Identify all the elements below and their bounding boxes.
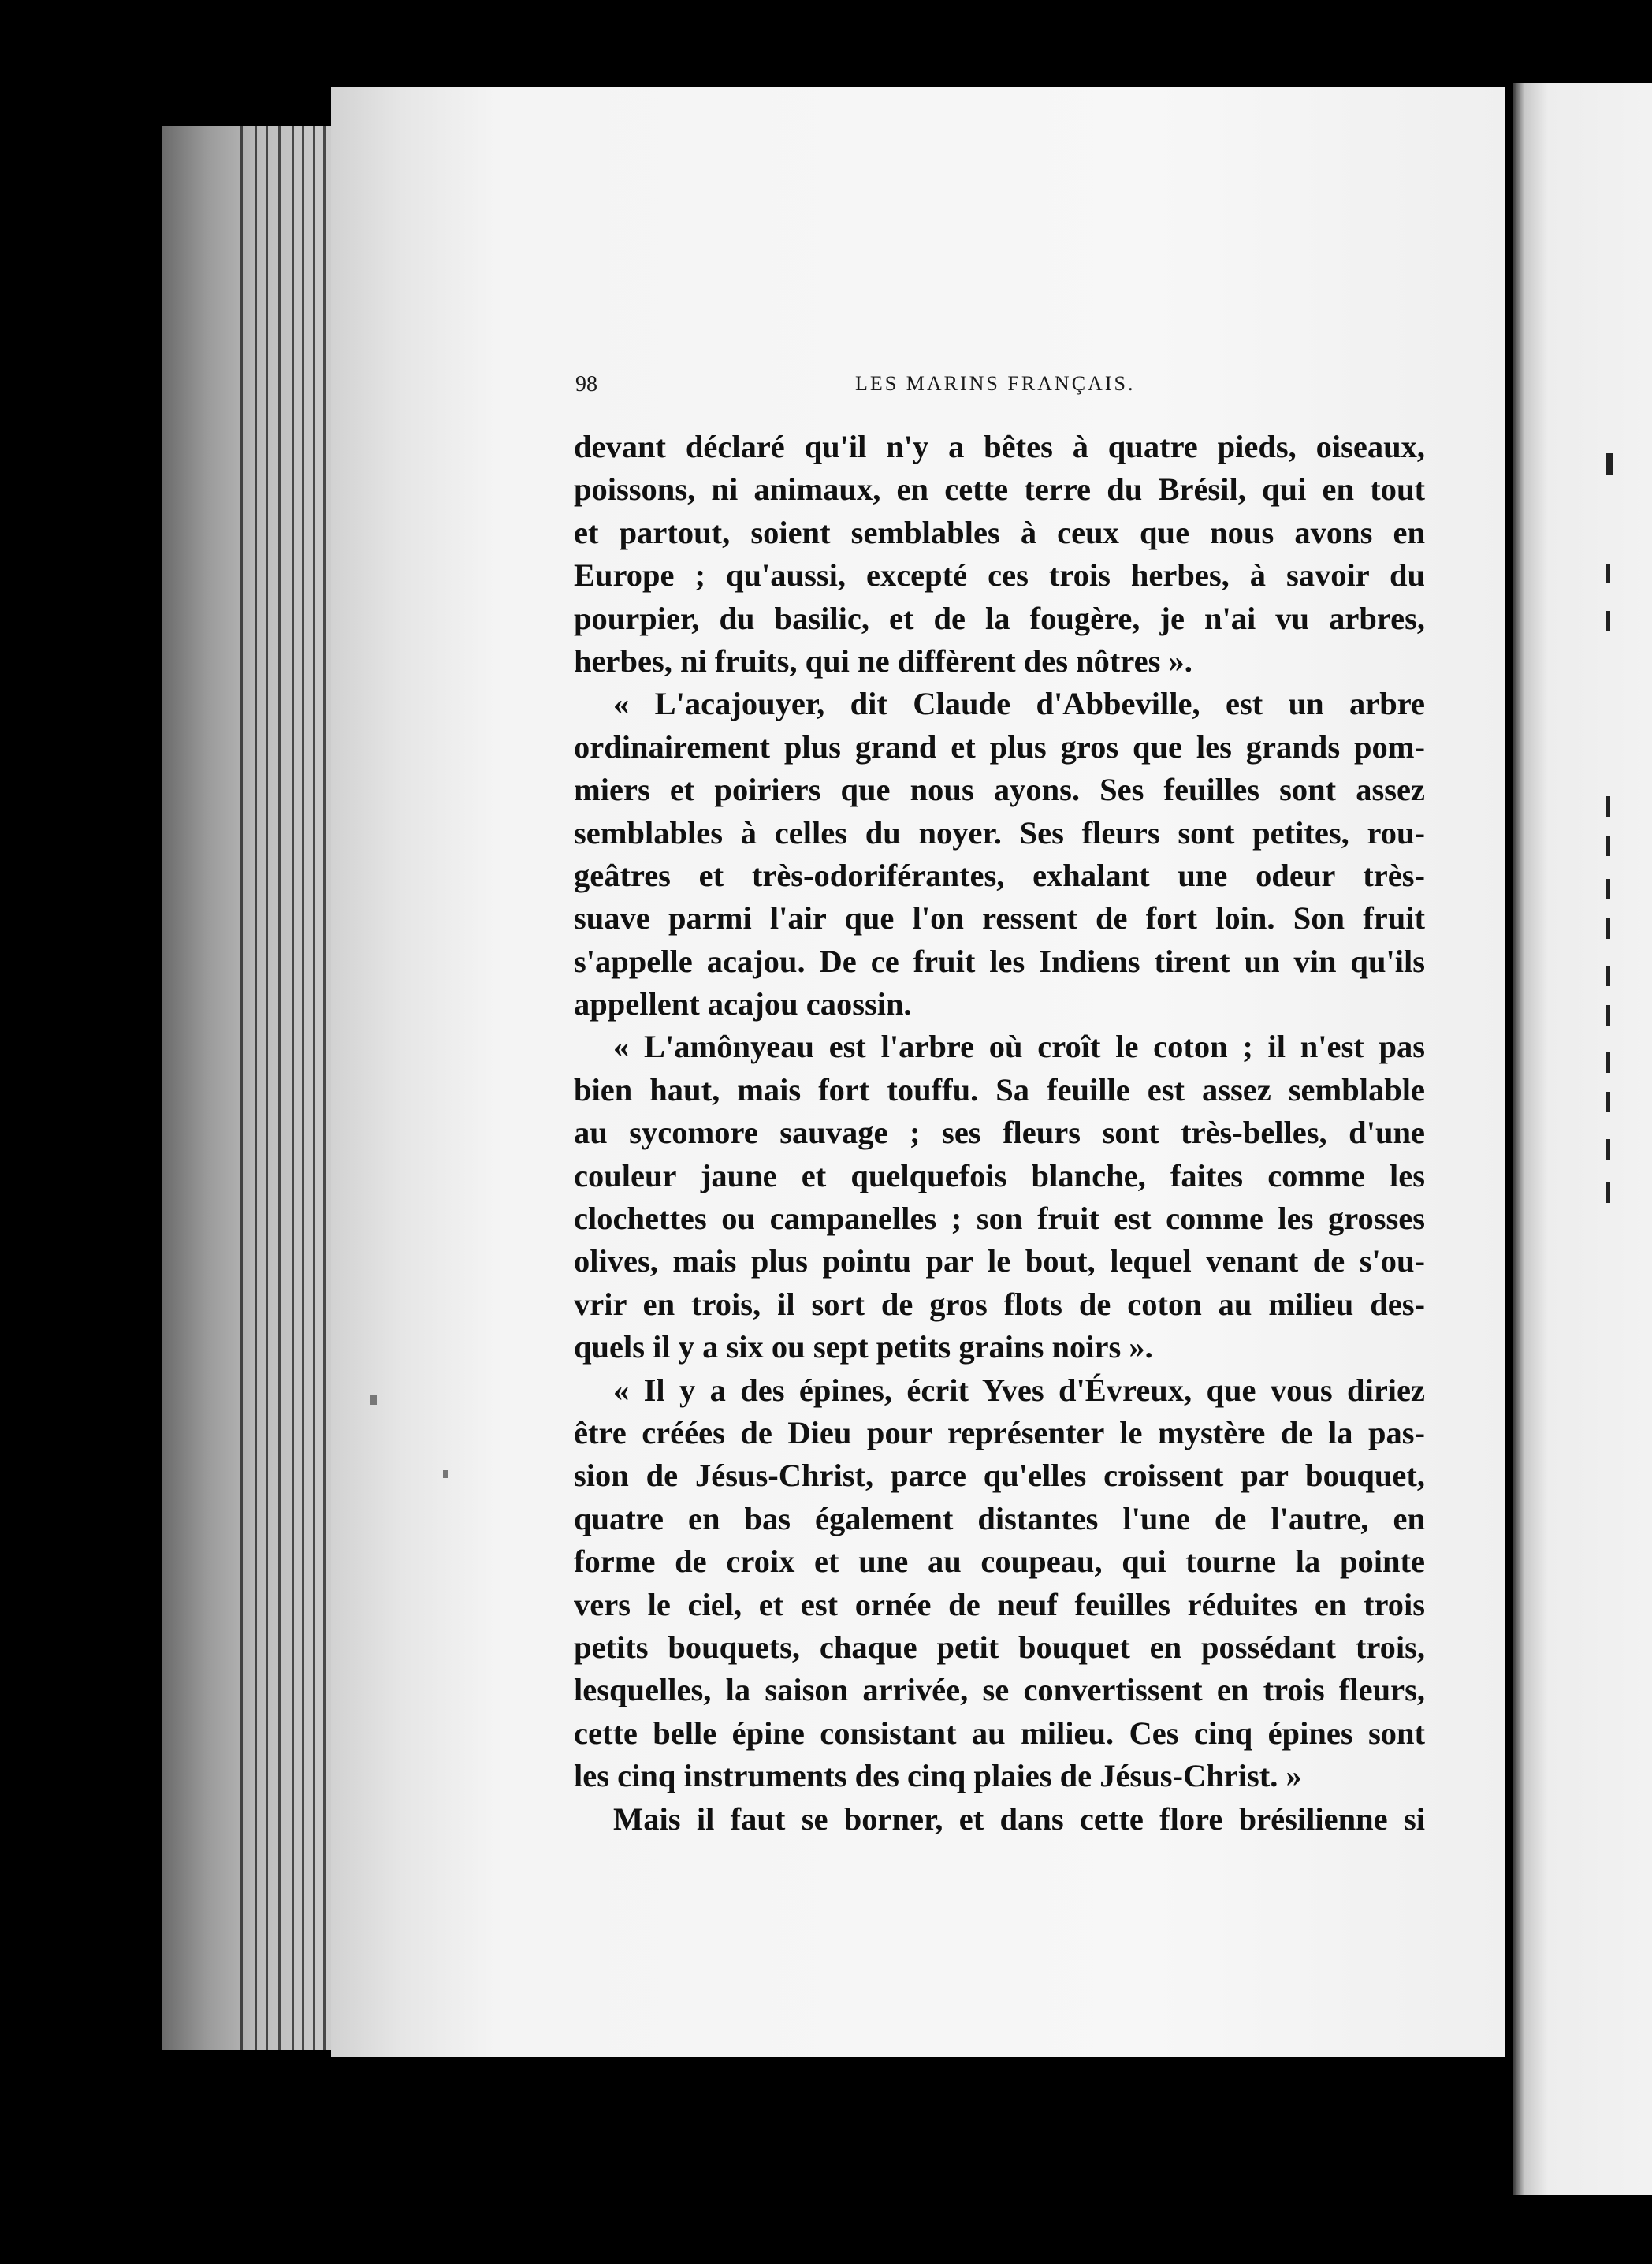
text-line: devant déclaré qu'il n'y a bêtes à quatre pieds, oiseaux, <box>574 429 1425 464</box>
text-line: s'appelle acajou. De ce fruit les Indiens tirent un vin qu'ils <box>574 943 1425 979</box>
text-line: olives, mais plus pointu par le bout, lequel venant de s'ou- <box>574 1243 1425 1279</box>
text-line: quatre en bas également distantes l'une de l'autre, en <box>574 1500 1425 1536</box>
text-line: sion de Jésus-Christ, parce qu'elles croissent par bouquet, <box>574 1458 1425 1494</box>
facing-text-fragment <box>1606 918 1610 939</box>
text-line: petits bouquets, chaque petit bouquet en possédant trois, <box>574 1629 1425 1665</box>
facing-text-fragment <box>1606 966 1610 986</box>
facing-text-fragment <box>1606 796 1610 817</box>
scan-speck <box>443 1470 448 1478</box>
facing-text-fragment <box>1606 611 1610 631</box>
facing-text-fragment <box>1606 453 1613 475</box>
left-page-edges <box>162 126 343 2050</box>
page-edge-line <box>266 126 268 2050</box>
text-line: clochettes ou campanelles ; son fruit est comme les grosses <box>574 1201 1425 1237</box>
body-text <box>574 426 1425 1841</box>
facing-text-fragment <box>1606 564 1610 583</box>
page-edge-line <box>302 126 304 2050</box>
text-line: quels il y a six ou sept petits grains noirs ». <box>574 1329 1153 1365</box>
page-edge-line <box>278 126 281 2050</box>
text-line: au sycomore sauvage ; ses fleurs sont très-belles, d'une <box>574 1115 1425 1151</box>
text-line: lesquelles, la saison arrivée, se convertissent en trois fleurs, <box>574 1672 1425 1708</box>
page-edge-line <box>292 126 294 2050</box>
running-head-title: LES MARINS FRANÇAIS. <box>855 372 1136 395</box>
text-line: ordinairement plus grand et plus gros que les grands pom- <box>574 728 1425 765</box>
text-line: vrir en trois, il sort de gros flots de coton au milieu des- <box>574 1286 1425 1322</box>
text-line: suave parmi l'air que l'on ressent de fort loin. Son fruit <box>574 900 1425 937</box>
facing-text-fragment <box>1606 1139 1610 1160</box>
page-edge-line <box>240 126 243 2050</box>
text-line: couleur jaune et quelquefois blanche, faites comme les <box>574 1157 1425 1193</box>
facing-text-fragment <box>1606 836 1610 856</box>
page-edge-line <box>255 126 257 2050</box>
text-line: « L'acajouyer, dit Claude d'Abbeville, est un arbre <box>613 686 1425 722</box>
text-line: forme de croix et une au coupeau, qui tourne la pointe <box>574 1543 1425 1580</box>
scan-speck <box>370 1395 377 1405</box>
text-line: pourpier, du basilic, et de la fougère, je n'ai vu arbres, <box>574 600 1425 636</box>
text-line: miers et poiriers que nous ayons. Ses feuilles sont assez <box>574 772 1425 808</box>
text-line: herbes, ni fruits, qui ne diffèrent des nôtres ». <box>574 642 1192 679</box>
facing-text-fragment <box>1606 1092 1610 1112</box>
facing-text-fragment <box>1606 1052 1610 1073</box>
text-line: et partout, soient semblables à ceux que nous avons en <box>574 514 1425 550</box>
page-edge-line <box>323 126 326 2050</box>
facing-page-edge <box>1513 83 1652 2195</box>
text-line: vers le ciel, et est ornée de neuf feuilles réduites en trois <box>574 1586 1425 1622</box>
page-edge-line <box>313 126 315 2050</box>
text-line: « Il y a des épines, écrit Yves d'Évreux, que vous diriez <box>613 1372 1425 1408</box>
text-line: geâtres et très-odoriférantes, exhalant une odeur très- <box>574 857 1425 893</box>
facing-text-fragment <box>1606 1182 1610 1203</box>
text-line: « L'amônyeau est l'arbre où croît le coton ; il n'est pas <box>613 1029 1425 1065</box>
text-line: Mais il faut se borner, et dans cette flore brésilienne si <box>613 1800 1425 1837</box>
text-line: Europe ; qu'aussi, excepté ces trois herbes, à savoir du <box>574 557 1425 594</box>
text-line: appellent acajou caossin. <box>574 986 912 1022</box>
text-line: semblables à celles du noyer. Ses fleurs sont petites, rou- <box>574 814 1425 851</box>
text-line: poissons, ni animaux, en cette terre du Brésil, qui en tout <box>574 471 1425 508</box>
text-line: bien haut, mais fort touffu. Sa feuille est assez semblable <box>574 1071 1425 1108</box>
text-line: les cinq instruments des cinq plaies de Jésus-Christ. » <box>574 1758 1302 1794</box>
facing-text-fragment <box>1606 1005 1610 1026</box>
text-line: être créées de Dieu pour représenter le mystère de la pas- <box>574 1414 1425 1450</box>
text-line: cette belle épine consistant au milieu. Ces cinq épines sont <box>574 1715 1425 1751</box>
page-number: 98 <box>575 372 597 397</box>
facing-text-fragment <box>1606 879 1610 899</box>
